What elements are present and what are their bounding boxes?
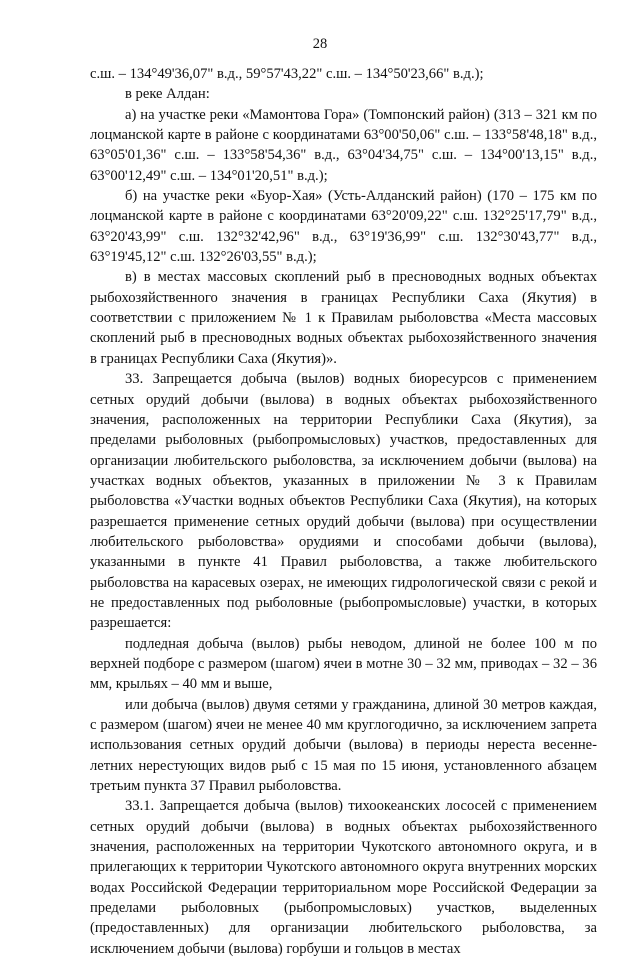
paragraph: в реке Алдан: [125,86,210,103]
paragraph: в) в местах массовых скоплений рыб в пресноводных водных объектах рыбохозяйственного значения в границах Республики Саха (Якутия) в соответствии с приложением № 1 к Правилам рыболовства «Места массовых скоплений рыб в пресноводных водных объектах рыбохозяйственного значения в границах Республики Саха (Якутия)». [90,269,597,367]
paragraph: или добыча (вылов) двумя сетями у гражданина, длиной 30 метров каждая, с размером (шагом) ячеи не менее 40 мм круглогодично, за исключением запрета использования сетных орудий добычи (вылова) в периоды нереста весенне-летних нерестующих видов рыб с 15 мая по 15 июня, установленного абзацем третьим пункта 37 Правил рыболовства. [90,696,597,795]
page-number: 28 [312,36,328,52]
paragraph: с.ш. – 134°49'36,07" в.д., 59°57'43,22" с.ш. – 134°50'23,66" в.д.); [90,66,484,82]
paragraph: 33.1. Запрещается добыча (вылов) тихоокеанских лососей с применением сетных орудий добычи (вылова) в водных объектах рыбохозяйственного значения, расположенных на территории Чукотского автономного округа, и в прилегающих к территории Чукотского автономного округа внутренних морских водах Российской Федерации территориальном море Российской Федерации за пределами рыболовных (рыбопромысловых) участков, выделенных (предоставленных) для организации любительского рыболовства, за исключением добычи (вылова) горбуши и гольцов в местах [90,798,597,957]
document-body [90,64,597,959]
paragraph: а) на участке реки «Мамонтова Гора» (Томпонский район) (313 – 321 км по лоцманской карте в районе с координатами 63°00'50,06" с.ш. – 133°58'48,18" в.д., 63°05'01,36" с.ш. – 133°58'54,36" в.д., 63°04'34,75" с.ш. – 134°00'13,15" в.д., 63°00'12,49" с.ш. – 134°01'20,51" в.д.); [90,106,597,184]
paragraph: 33. Запрещается добыча (вылов) водных биоресурсов с применением сетных орудий добычи (вылова) в водных объектах рыбохозяйственного значения, расположенных на территории Республики Саха (Якутия), за пределами рыболовных (рыбопромысловых) участков, предоставленных для организации любительского рыболовства, за исключением добычи (вылова) на участках водных объектов, указанных в приложении № 3 к Правилам рыболовства «Участки водных объектов Республики Саха (Якутия), на которых разрешается применение сетных орудий добычи (вылова) при осуществлении любительского рыболовства» орудиями и способами добычи (вылова), указанными в пункте 41 Правил рыболовства, а также любительского рыболовства на карасевых озерах, не имеющих гидрологической связи с рекой и не предоставленных под рыболовные (рыбопромысловые) участки, в которых разрешается: [90,371,597,632]
paragraph: б) на участке реки «Буор-Хая» (Усть-Алданский район) (170 – 175 км по лоцманской карте в районе с координатами 63°20'09,22" с.ш. 132°25'17,79" в.д., 63°20'43,99" с.ш. 132°32'42,96" в.д., 63°19'36,99" с.ш. 132°30'43,77" в.д., 63°19'45,12" с.ш. 132°26'03,55" в.д.); [90,188,597,266]
paragraph: подледная добыча (вылов) рыбы неводом, длиной не более 100 м по верхней подборе с размером (шагом) ячеи в мотне 30 – 32 мм, приводах – 32 – 36 мм, крыльях – 40 мм и выше, [90,635,597,693]
